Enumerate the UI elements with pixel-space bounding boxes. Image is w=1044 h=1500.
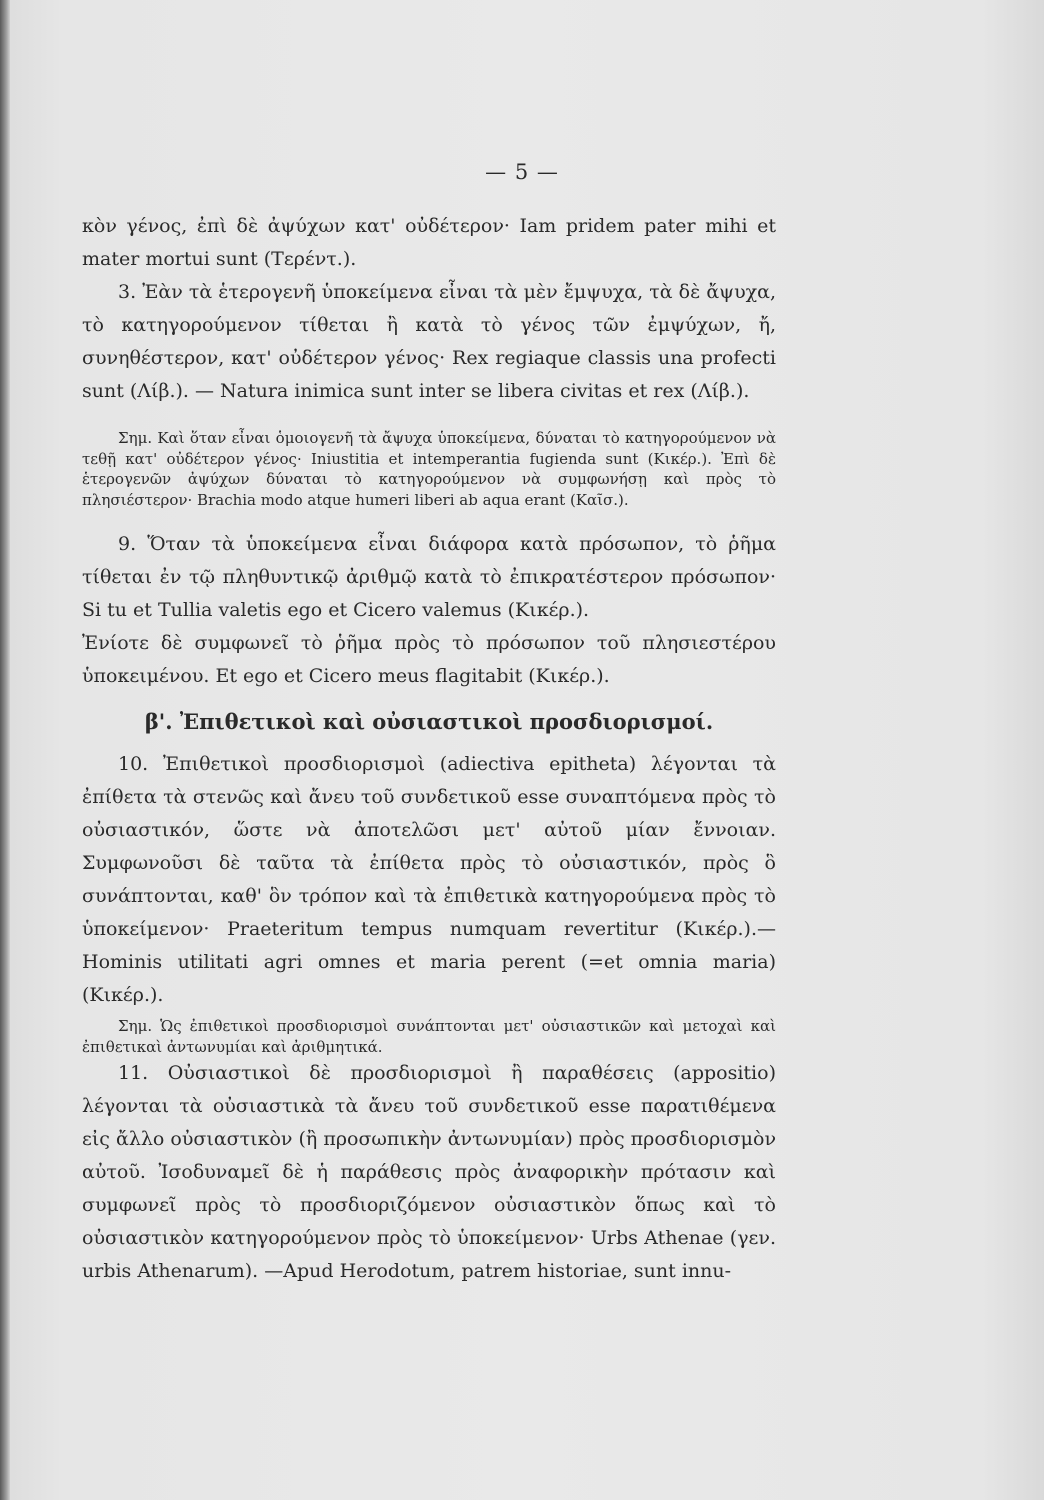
section-heading: β'. Ἐπιθετικοὶ καὶ οὐσιαστικοὶ προσδιορισμοί. [144, 709, 714, 734]
note-1: Σημ. Καὶ ὅταν εἶναι ὁμοιογενῆ τὰ ἄψυχα ὑποκείμενα, δύναται τὸ κατηγορούμενον νὰ τεθῇ κατ' οὐδέτερον γένος· Iniustitia et intemperantia fugienda sunt (Κικέρ.). Ἐπὶ δὲ ἑτερογενῶν ἀψύχων δύναται τὸ κατηγορούμενον νὰ συμφωνήσῃ καὶ πρὸς τὸ πλησιέστερον· Brachia modo atque humeri liberi ab aqua erant (Καῖσ.). [82, 429, 776, 509]
paragraph-3: 3. Ἐὰν τὰ ἑτερογενῆ ὑποκείμενα εἶναι τὰ μὲν ἔμψυχα, τὰ δὲ ἄψυχα, τὸ κατηγορούμενον τίθεται ἢ κατὰ τὸ γένος τῶν ἐμψύχων, ἤ, συνηθέστερον, κατ' οὐδέτερον γένος· Rex regiaque classis una profecti sunt (Λίβ.). — Natura inimica sunt inter se libera civitas et rex (Λίβ.). [82, 281, 776, 402]
paragraph-10: 10. Ἐπιθετικοὶ προσδιορισμοὶ (adiectiva epitheta) λέγονται τὰ ἐπίθετα τὰ στενῶς καὶ ἄνευ τοῦ συνδετικοῦ esse συναπτόμενα πρὸς τὸ οὐσιαστικόν, ὥστε νὰ ἀποτελῶσι μετ' αὐτοῦ μίαν ἔννοιαν. Συμφωνοῦσι δὲ ταῦτα τὰ ἐπίθετα πρὸς τὸ οὐσιαστικόν, πρὸς ὃ συνάπτονται, καθ' ὃν τρόπον καὶ τὰ ἐπιθετικὰ κατηγορούμενα πρὸς τὸ ὑποκείμενον· Praeteritum tempus numquam revertitur (Κικέρ.).— Hominis utilitati agri omnes et maria perent (=et omnia maria) (Κικέρ.). [82, 753, 776, 1006]
paragraph-11: 11. Οὐσιαστικοὶ δὲ προσδιορισμοὶ ἢ παραθέσεις (appositio) λέγονται τὰ οὐσιαστικὰ τὰ ἄνευ τοῦ συνδετικοῦ esse παρατιθέμενα εἰς ἄλλο οὐσιαστικὸν (ἢ προσωπικὴν ἀντωνυμίαν) πρὸς προσδιορισμὸν αὐτοῦ. Ἰσοδυναμεῖ δὲ ἡ παράθεσις πρὸς ἀναφορικὴν πρότασιν καὶ συμφωνεῖ πρὸς τὸ προσδιοριζόμενον οὐσιαστικὸν ὅπως καὶ τὸ οὐσιαστικὸν κατηγορούμενον πρὸς τὸ ὑποκείμενον· Urbs Athenae (γεν. urbis Athenarum). —Apud Herodotum, patrem historiae, sunt innu- [82, 1062, 776, 1282]
paragraph-9a: 9. Ὅταν τὰ ὑποκείμενα εἶναι διάφορα κατὰ πρόσωπον, τὸ ῥῆμα τίθεται ἐν τῷ πληθυντικῷ ἀριθμῷ κατὰ τὸ ἐπικρατέστερον πρόσωπον· Si tu et Tullia valetis ego et Cicero valemus (Κικέρ.). [82, 533, 776, 621]
note-2: Σημ. Ὡς ἐπιθετικοὶ προσδιορισμοὶ συνάπτονται μετ' οὐσιαστικῶν καὶ μετοχαὶ καὶ ἐπιθετικαὶ ἀντωνυμίαι καὶ ἀριθμητικά. [82, 1017, 776, 1056]
page-body [82, 210, 776, 1288]
page-spine-shadow [0, 0, 10, 1500]
page-number: — 5 — [485, 160, 559, 184]
paragraph-continued: κὸν γένος, ἐπὶ δὲ ἀψύχων κατ' οὐδέτερον· Iam pridem pater mihi et mater mortui sunt (Τερέντ.). [82, 215, 776, 270]
paragraph-9b: Ἐνίοτε δὲ συμφωνεῖ τὸ ῥῆμα πρὸς τὸ πρόσωπον τοῦ πλησιεστέρου ὑποκειμένου. Et ego et Cicero meus flagitabit (Κικέρ.). [82, 632, 776, 687]
